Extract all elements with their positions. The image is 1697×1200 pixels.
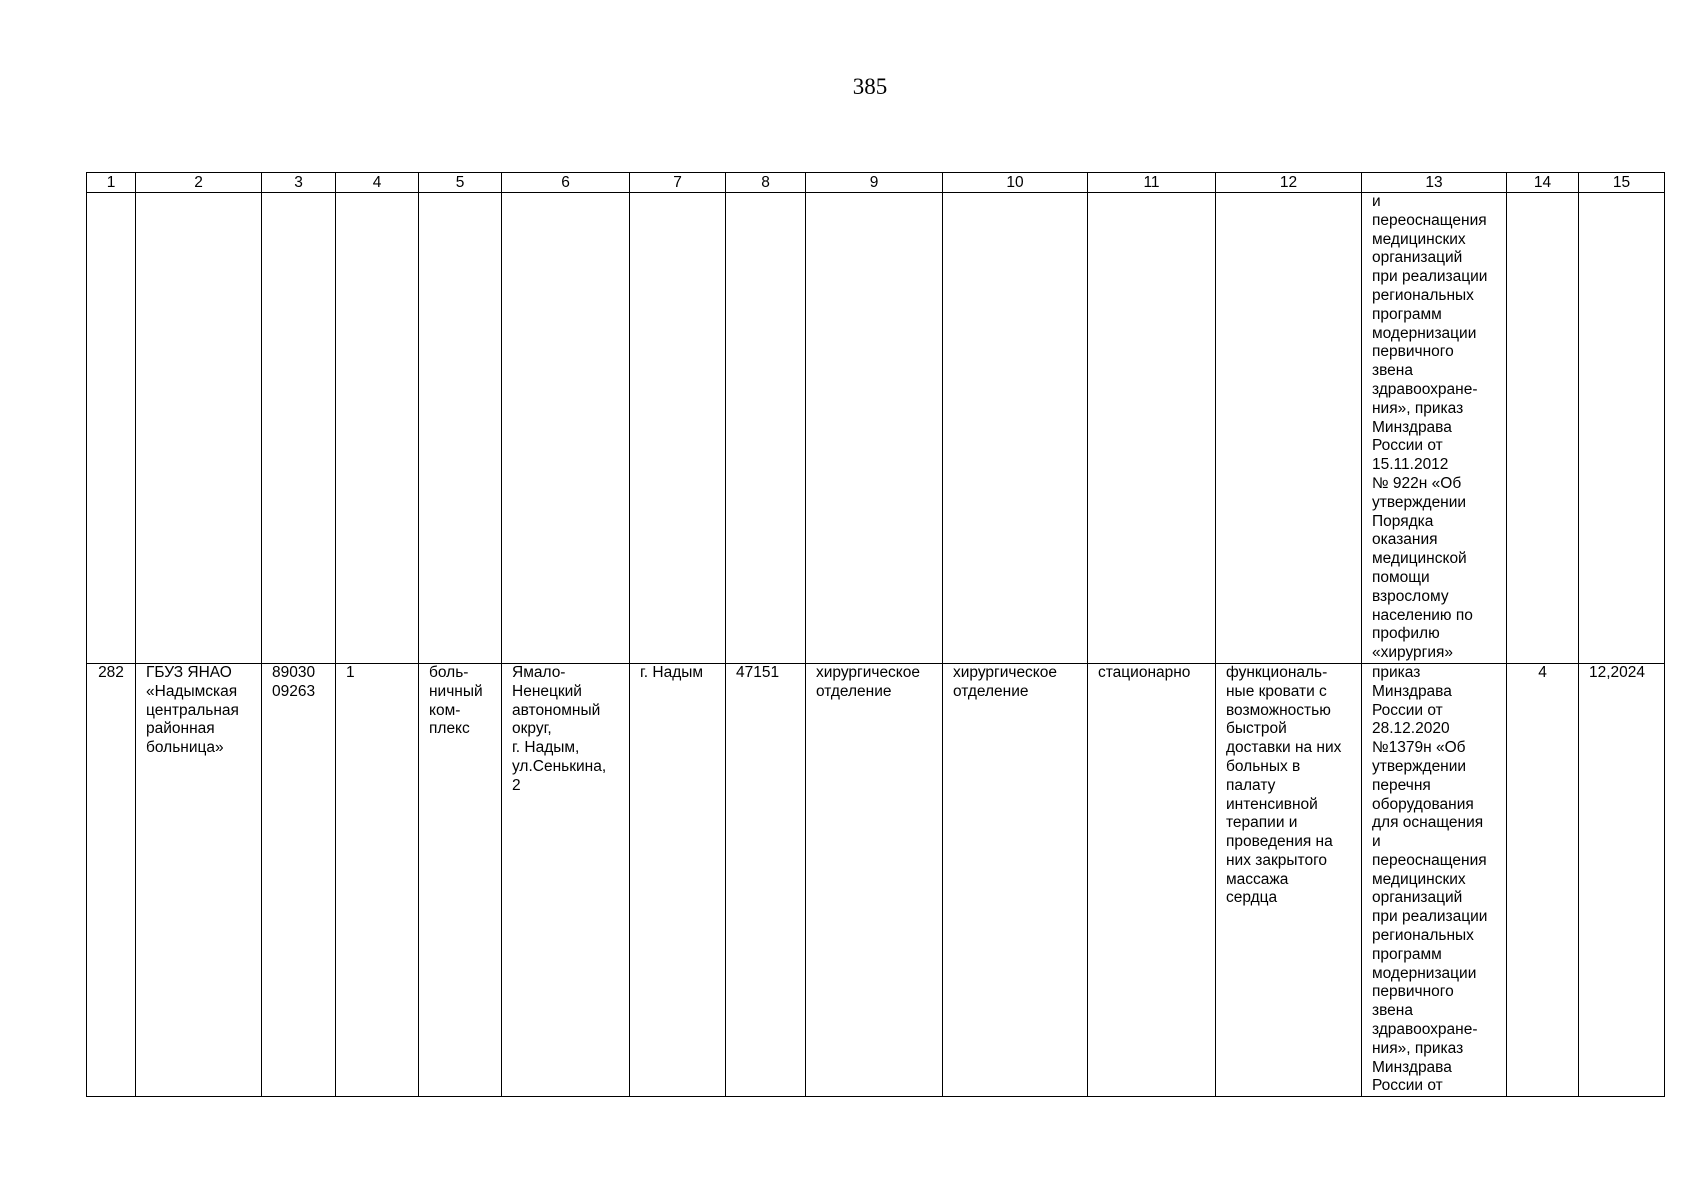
header-row bbox=[87, 173, 1665, 193]
header-col-8: 8 bbox=[726, 173, 806, 193]
header-col-2: 2 bbox=[136, 173, 262, 193]
header-col-14: 14 bbox=[1507, 173, 1579, 193]
cont-cell-11 bbox=[1088, 193, 1216, 664]
header-col-13: 13 bbox=[1362, 173, 1507, 193]
cont-cell-9 bbox=[806, 193, 943, 664]
cont-cell-14 bbox=[1507, 193, 1579, 664]
oktmo-code: 47151 bbox=[726, 663, 806, 1096]
header-col-11: 11 bbox=[1088, 173, 1216, 193]
care-condition: стационарно bbox=[1088, 663, 1216, 1096]
header-col-7: 7 bbox=[630, 173, 726, 193]
equipment-table bbox=[86, 172, 1665, 1097]
header-col-9: 9 bbox=[806, 173, 943, 193]
header-col-15: 15 bbox=[1579, 173, 1665, 193]
header-col-12: 12 bbox=[1216, 173, 1362, 193]
deadline: 12,2024 bbox=[1579, 663, 1665, 1096]
cont-cell-7 bbox=[630, 193, 726, 664]
cont-cell-3 bbox=[262, 193, 336, 664]
continuation-row bbox=[87, 193, 1665, 664]
facility-type: боль- ничный ком- плекс bbox=[419, 663, 502, 1096]
cont-cell-6 bbox=[502, 193, 630, 664]
header-col-6: 6 bbox=[502, 173, 630, 193]
legal-basis: приказ Минздрава России от 28.12.2020 №1379н «Об утверждении перечня оборудования для оснащения и переоснащения медицинских организаций при реализации региональных программ модернизации первичного звена здравоохране- ния», приказ Минздрава России от bbox=[1362, 663, 1507, 1096]
cont-cell-15 bbox=[1579, 193, 1665, 664]
cont-cell-8 bbox=[726, 193, 806, 664]
organization-name: ГБУЗ ЯНАО «Надымская центральная районная больница» bbox=[136, 663, 262, 1096]
quantity: 4 bbox=[1507, 663, 1579, 1096]
city: г. Надым bbox=[630, 663, 726, 1096]
header-col-4: 4 bbox=[336, 173, 419, 193]
cont-cell-4 bbox=[336, 193, 419, 664]
cont-cell-12 bbox=[1216, 193, 1362, 664]
header-col-10: 10 bbox=[943, 173, 1088, 193]
subdivision: хирургическое отделение bbox=[943, 663, 1088, 1096]
cont-cell-13-legal-basis: и переоснащения медицинских организаций при реализации региональных программ модернизации первичного звена здравоохране- ния», приказ Минздрава России от 15.11.2012 № 922н «Об утверждении Порядка оказания медицинской помощи взрослому населению по профилю «хирургия» bbox=[1362, 193, 1507, 664]
cont-cell-10 bbox=[943, 193, 1088, 664]
header-col-3: 3 bbox=[262, 173, 336, 193]
organization-code: 89030 09263 bbox=[262, 663, 336, 1096]
header-col-1: 1 bbox=[87, 173, 136, 193]
cont-cell-2 bbox=[136, 193, 262, 664]
col-4-value: 1 bbox=[336, 663, 419, 1096]
cont-cell-1 bbox=[87, 193, 136, 664]
department: хирургическое отделение bbox=[806, 663, 943, 1096]
page-number: 385 bbox=[852, 74, 888, 99]
equipment-name: функциональ- ные кровати с возможностью быстрой доставки на них больных в палату интенсивной терапии и проведения на них закрытого массажа сердца bbox=[1216, 663, 1362, 1096]
row-number: 282 bbox=[87, 663, 136, 1096]
table-row-282 bbox=[87, 663, 1665, 1096]
address: Ямало- Ненецкий автономный округ, г. Надым, ул.Сенькина, 2 bbox=[502, 663, 630, 1096]
header-col-5: 5 bbox=[419, 173, 502, 193]
cont-cell-5 bbox=[419, 193, 502, 664]
